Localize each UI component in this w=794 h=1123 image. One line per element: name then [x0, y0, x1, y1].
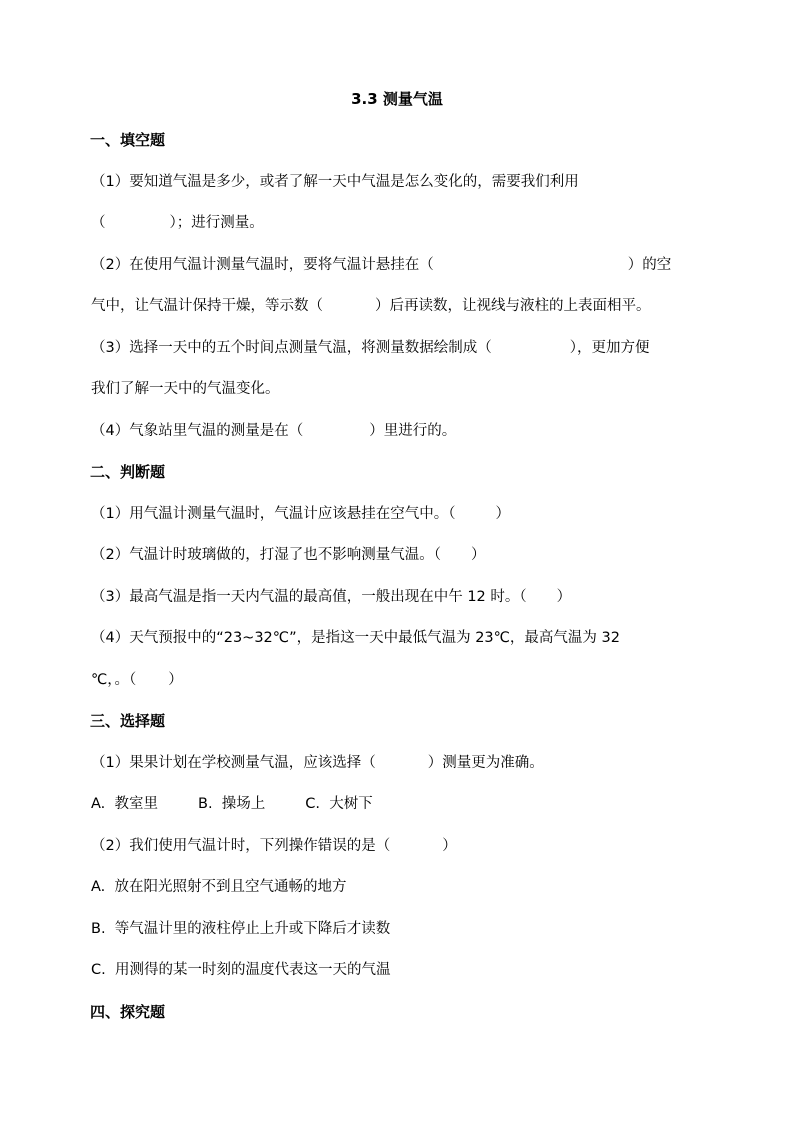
judge-q4-line2	[91, 670, 183, 690]
question-text: （2）气温计时玻璃做的，打湿了也不影响测量气温。（	[91, 547, 441, 563]
judge-q1-line	[91, 504, 510, 524]
blank-close-text: ）	[556, 589, 572, 605]
blank-close-text: ）里进行的。	[369, 423, 457, 439]
question-text: （3）最高气温是指一天内气温的最高值，一般出现在中午 12 时。（	[91, 589, 527, 605]
choice-q2-line	[91, 836, 457, 856]
section-heading-fill: 一、填空题	[90, 131, 166, 149]
fill-q4-line	[91, 421, 456, 441]
choice-q2-option-b[interactable]: B. 等气温计里的液柱停止上升或下降后才读数	[91, 921, 391, 937]
fill-q2-line1	[91, 255, 671, 275]
blank-close-text: ）后再读数，让视线与液柱的上表面相平。	[375, 298, 651, 314]
option-a[interactable]: A. 教室里	[91, 796, 158, 812]
blank-close-text: ）；进行测量。	[169, 215, 264, 231]
judge-q4-line1: （4）天气预报中的“23~32℃”，是指这一天中最低气温为 23℃，最高气温为 32	[91, 630, 620, 646]
fill-q1-line2	[91, 213, 264, 233]
fill-q3-line2: 我们了解一天中的气温变化。	[91, 381, 280, 397]
question-text: （3）选择一天中的五个时间点测量气温，将测量数据绘制成（	[91, 340, 492, 356]
section-heading-explore: 四、探究题	[90, 1003, 166, 1021]
question-text: 气中，让气温计保持干燥，等示数（	[91, 298, 323, 314]
question-text: （2）我们使用气温计时，下列操作错误的是（	[91, 838, 391, 854]
blank-close-text: ）测量更为准确。	[427, 755, 544, 771]
judge-q2-line	[91, 545, 485, 565]
blank-close-text: ）的空	[627, 257, 672, 273]
choice-q1-options	[91, 794, 373, 814]
question-text: （2）在使用气温计测量气温时，要将气温计悬挂在（	[91, 257, 434, 273]
choice-q2-option-c[interactable]: C. 用测得的某一时刻的温度代表这一天的气温	[91, 962, 391, 978]
fill-q2-line2	[91, 296, 651, 316]
option-c[interactable]: C. 大树下	[305, 796, 373, 812]
judge-q3-line	[91, 587, 571, 607]
fill-q3-line1	[91, 338, 649, 358]
question-text: （4）气象站里气温的测量是在（	[91, 423, 304, 439]
choice-q1-line	[91, 753, 544, 773]
blank-close-text: ），更加方便	[569, 340, 650, 356]
blank-open: （	[91, 215, 106, 231]
section-heading-judge: 二、判断题	[90, 463, 166, 481]
blank-close-text: ）	[470, 547, 486, 563]
section-heading-choice: 三、选择题	[90, 712, 166, 730]
blank-close-text: ）	[495, 506, 510, 522]
question-text: （1）用气温计测量气温时，气温计应该悬挂在空气中。（	[91, 506, 456, 522]
choice-q2-option-a[interactable]: A. 放在阳光照射不到且空气通畅的地方	[91, 879, 347, 895]
question-text: （1）果果计划在学校测量气温，应该选择（	[91, 755, 376, 771]
page-title: 3.3 测量气温	[351, 90, 443, 108]
fill-q1-line1: （1）要知道气温是多少，或者了解一天中气温是怎么变化的，需要我们利用	[91, 174, 579, 190]
option-b[interactable]: B. 操场上	[198, 796, 266, 812]
blank-close-text: ）	[168, 672, 183, 688]
blank-close-text: ）	[442, 838, 457, 854]
question-text: ℃，。（	[91, 672, 137, 688]
